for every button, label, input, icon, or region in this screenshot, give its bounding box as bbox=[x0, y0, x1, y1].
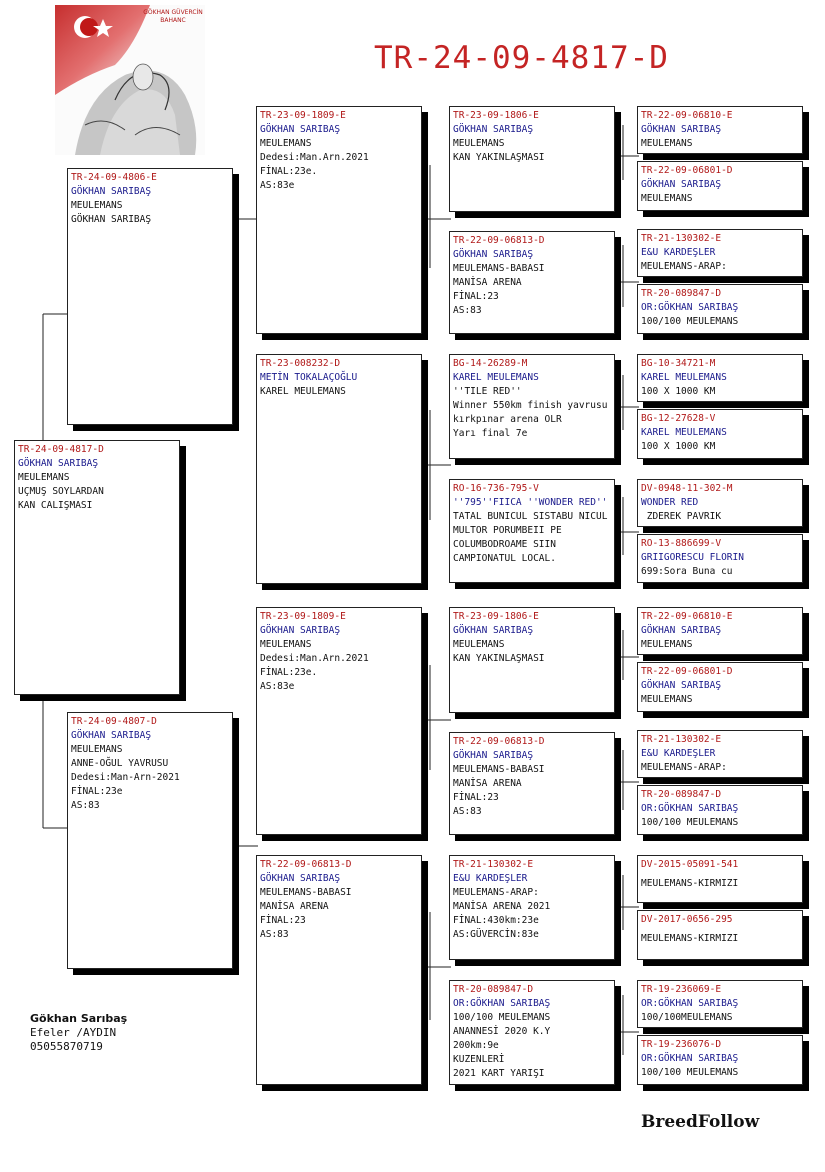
ring-number: DV-2017-0656-295 bbox=[641, 914, 733, 925]
ring-number: TR-24-09-4807-D bbox=[71, 716, 157, 727]
info-line: AS:83 bbox=[260, 929, 289, 940]
owner-name: OR:GÖKHAN SARIBAŞ bbox=[641, 1053, 739, 1064]
info-line: Yarı final 7e bbox=[453, 428, 528, 439]
info-line: MEULEMANS bbox=[71, 744, 123, 755]
pigeon-card-gen5[interactable] bbox=[637, 855, 803, 903]
info-line: MEULEMANS-BABASI bbox=[453, 764, 545, 775]
info-line: 100 X 1000 KM bbox=[641, 441, 716, 452]
info-line: AS:83 bbox=[453, 305, 482, 316]
ring-number: TR-22-09-06801-D bbox=[641, 666, 733, 677]
info-line: MEULEMANS bbox=[641, 694, 693, 705]
owner-name: GÖKHAN SARIBAŞ bbox=[18, 458, 99, 469]
info-line: 100/100 MEULEMANS bbox=[641, 316, 739, 327]
pigeon-card-gen5[interactable] bbox=[637, 479, 803, 527]
pigeon-card-gen5[interactable] bbox=[637, 1035, 803, 1085]
owner-name: GÖKHAN SARIBAŞ bbox=[71, 186, 152, 197]
owner-name: E&U KARDEŞLER bbox=[641, 247, 716, 258]
owner-name: GÖKHAN SARIBAŞ bbox=[71, 730, 152, 741]
ring-number: TR-23-09-1806-E bbox=[453, 110, 539, 121]
pigeon-card-gen5[interactable] bbox=[637, 607, 803, 655]
contact-city: Efeler /AYDIN bbox=[30, 1026, 117, 1039]
owner-name: OR:GÖKHAN SARIBAŞ bbox=[641, 803, 739, 814]
pigeon-card-gen5[interactable] bbox=[637, 354, 803, 402]
pigeon-card-gen5[interactable] bbox=[637, 229, 803, 277]
info-line: MEULEMANS-ARAP: bbox=[453, 887, 539, 898]
info-line: Dedesi:Man-Arn-2021 bbox=[71, 772, 180, 783]
ring-number: TR-22-09-06810-E bbox=[641, 611, 733, 622]
owner-name: GÖKHAN SARIBAŞ bbox=[453, 249, 534, 260]
ring-number: DV-2015-05091-541 bbox=[641, 859, 739, 870]
ring-number: DV-0948-11-302-M bbox=[641, 483, 733, 494]
pigeon-card-gen3[interactable] bbox=[256, 106, 422, 334]
info-line: MEULEMANS-BABASI bbox=[453, 263, 545, 274]
info-line: MEULEMANS-ARAP: bbox=[641, 261, 727, 272]
pigeon-card-gen5[interactable] bbox=[637, 980, 803, 1028]
info-line: MEULEMANS-KIRMIZI bbox=[641, 878, 739, 889]
owner-name: OR:GÖKHAN SARIBAŞ bbox=[641, 302, 739, 313]
pigeon-card-gen5[interactable] bbox=[637, 106, 803, 154]
owner-name: GÖKHAN SARIBAŞ bbox=[260, 124, 341, 135]
info-line: ''TILE RED'' bbox=[453, 386, 522, 397]
pigeon-card-gen4[interactable] bbox=[449, 855, 615, 960]
ring-number: TR-22-09-06810-E bbox=[641, 110, 733, 121]
contact-phone: 05055870719 bbox=[30, 1040, 103, 1053]
info-line: AS:83e bbox=[260, 180, 295, 191]
pigeon-card-gen4[interactable] bbox=[449, 732, 615, 835]
owner-name: OR:GÖKHAN SARIBAŞ bbox=[641, 998, 739, 1009]
pigeon-card-gen5[interactable] bbox=[637, 534, 803, 583]
pigeon-card-gen4[interactable] bbox=[449, 354, 615, 459]
info-line: MANİSA ARENA 2021 bbox=[453, 901, 551, 912]
owner-name: GRIIGORESCU FLORIN bbox=[641, 552, 744, 563]
pigeon-card-gen4[interactable] bbox=[449, 106, 615, 212]
pigeon-card-gen5[interactable] bbox=[637, 284, 803, 334]
contact-name: Gökhan Sarıbaş bbox=[30, 1012, 128, 1025]
info-line: Dedesi:Man.Arn.2021 bbox=[260, 152, 369, 163]
ring-number: TR-20-089847-D bbox=[641, 288, 722, 299]
info-line: FİNAL:23e. bbox=[260, 166, 318, 177]
info-line: 100/100MEULEMANS bbox=[641, 1012, 733, 1023]
pigeon-card-dam[interactable] bbox=[67, 712, 233, 969]
info-line: 699:Sora Buna cu bbox=[641, 566, 733, 577]
info-line: KAN YAKINLAŞMASI bbox=[453, 653, 545, 664]
owner-name: GÖKHAN SARIBAŞ bbox=[641, 179, 722, 190]
pigeon-card-gen4[interactable] bbox=[449, 231, 615, 334]
pigeon-card-sire[interactable] bbox=[67, 168, 233, 425]
info-line: KAN CALIŞMASI bbox=[18, 500, 93, 511]
ring-number: BG-12-27628-V bbox=[641, 413, 716, 424]
pigeon-card-gen4[interactable] bbox=[449, 479, 615, 583]
owner-name: GÖKHAN SARIBAŞ bbox=[453, 750, 534, 761]
owner-name: GÖKHAN SARIBAŞ bbox=[260, 873, 341, 884]
owner-name: WONDER RED bbox=[641, 497, 699, 508]
owner-name: KAREL MEULEMANS bbox=[453, 372, 539, 383]
info-line: KAN YAKINLAŞMASI bbox=[453, 152, 545, 163]
ring-number: RO-16-736-795-V bbox=[453, 483, 539, 494]
info-line: MANİSA ARENA bbox=[453, 277, 522, 288]
owner-name: E&U KARDEŞLER bbox=[641, 748, 716, 759]
info-line: 100 X 1000 KM bbox=[641, 386, 716, 397]
info-line: MEULEMANS bbox=[18, 472, 70, 483]
pigeon-card-gen3[interactable] bbox=[256, 607, 422, 835]
info-line: MEULEMANS-BABASI bbox=[260, 887, 352, 898]
info-line: TATAL BUNICUL SISTABU NICUL MULTOR PORUMBEII PE COLUMBODROAME SIIN CAMPIONATUL LOCAL. bbox=[453, 511, 614, 564]
pigeon-card-gen5[interactable] bbox=[637, 730, 803, 778]
info-line: Winner 550km finish yavrusu bbox=[453, 400, 608, 411]
owner-name: OR:GÖKHAN SARIBAŞ bbox=[453, 998, 551, 1009]
info-line: AS:83 bbox=[453, 806, 482, 817]
ring-number: TR-22-09-06801-D bbox=[641, 165, 733, 176]
pigeon-card-gen3[interactable] bbox=[256, 855, 422, 1085]
pigeon-card-gen5[interactable] bbox=[637, 662, 803, 712]
info-line: FİNAL:23 bbox=[453, 291, 499, 302]
info-line: MEULEMANS bbox=[260, 639, 312, 650]
pigeon-card-gen4[interactable] bbox=[449, 980, 615, 1085]
info-line: 100/100 MEULEMANS bbox=[641, 1067, 739, 1078]
info-line: ANNE-OĞUL YAVRUSU bbox=[71, 758, 169, 769]
owner-name: KAREL MEULEMANS bbox=[641, 372, 727, 383]
info-line: MEULEMANS-ARAP: bbox=[641, 762, 727, 773]
info-line: KUZENLERİ bbox=[453, 1054, 505, 1065]
ring-number: TR-24-09-4817-D bbox=[18, 444, 104, 455]
pigeon-card-gen5[interactable] bbox=[637, 910, 803, 960]
owner-name: KAREL MEULEMANS bbox=[641, 427, 727, 438]
ring-number: TR-21-130302-E bbox=[453, 859, 534, 870]
info-line: ANANNESİ 2020 K.Y bbox=[453, 1026, 551, 1037]
contact-block bbox=[30, 1012, 127, 1054]
info-line: MANİSA ARENA bbox=[453, 778, 522, 789]
owner-name: GÖKHAN SARIBAŞ bbox=[641, 625, 722, 636]
owner-name: GÖKHAN SARIBAŞ bbox=[260, 625, 341, 636]
info-line: 200km:9e bbox=[453, 1040, 499, 1051]
info-line: MEULEMANS bbox=[641, 138, 693, 149]
info-line: FİNAL:23e bbox=[71, 786, 123, 797]
pigeon-card-gen5[interactable] bbox=[637, 409, 803, 459]
ring-number: TR-19-236069-E bbox=[641, 984, 722, 995]
owner-name: METİN TOKALAÇOĞLU bbox=[260, 372, 358, 383]
info-line: AS:83e bbox=[260, 681, 295, 692]
info-line: KAREL MEULEMANS bbox=[260, 386, 346, 397]
info-line: FİNAL:23 bbox=[453, 792, 499, 803]
owner-name: GÖKHAN SARIBAŞ bbox=[641, 680, 722, 691]
pedigree-title: TR-24-09-4817-D bbox=[374, 40, 669, 76]
info-line: GÖKHAN SARIBAŞ bbox=[71, 214, 152, 225]
info-line: MEULEMANS bbox=[260, 138, 312, 149]
ring-number: TR-23-09-1806-E bbox=[453, 611, 539, 622]
info-line: AS:83 bbox=[71, 800, 100, 811]
owner-name: GÖKHAN SARIBAŞ bbox=[453, 124, 534, 135]
info-line: MEULEMANS bbox=[453, 639, 505, 650]
ring-number: TR-19-236076-D bbox=[641, 1039, 722, 1050]
info-line: 100/100 MEULEMANS bbox=[641, 817, 739, 828]
info-line: MEULEMANS bbox=[71, 200, 123, 211]
info-line: ZDEREK PAVRIK bbox=[641, 511, 722, 522]
svg-text:GÖKHAN GÜVERCİN: GÖKHAN GÜVERCİN bbox=[143, 9, 203, 16]
info-line: FİNAL:430km:23e bbox=[453, 915, 539, 926]
ring-number: TR-22-09-06813-D bbox=[260, 859, 352, 870]
ring-number: TR-22-09-06813-D bbox=[453, 235, 545, 246]
info-line: kırkpınar arena OLR bbox=[453, 414, 562, 425]
ring-number: TR-20-089847-D bbox=[453, 984, 534, 995]
ring-number: TR-23-09-1809-E bbox=[260, 611, 346, 622]
owner-name: GÖKHAN SARIBAŞ bbox=[641, 124, 722, 135]
owner-name: GÖKHAN SARIBAŞ bbox=[453, 625, 534, 636]
info-line: MANİSA ARENA bbox=[260, 901, 329, 912]
info-line: MEULEMANS bbox=[453, 138, 505, 149]
ring-number: TR-24-09-4806-E bbox=[71, 172, 157, 183]
owner-name: E&U KARDEŞLER bbox=[453, 873, 528, 884]
info-line: FİNAL:23e. bbox=[260, 667, 318, 678]
info-line: MEULEMANS bbox=[641, 639, 693, 650]
ring-number: TR-22-09-06813-D bbox=[453, 736, 545, 747]
ring-number: TR-21-130302-E bbox=[641, 734, 722, 745]
info-line: 2021 KART YARIŞI bbox=[453, 1068, 545, 1079]
ring-number: TR-20-089847-D bbox=[641, 789, 722, 800]
pigeon-card-gen3[interactable] bbox=[256, 354, 422, 584]
ring-number: BG-10-34721-M bbox=[641, 358, 716, 369]
pigeon-card-gen5[interactable] bbox=[637, 785, 803, 835]
ring-number: TR-23-09-1809-E bbox=[260, 110, 346, 121]
info-line: 100/100 MEULEMANS bbox=[453, 1012, 551, 1023]
ring-number: TR-21-130302-E bbox=[641, 233, 722, 244]
info-line: Dedesi:Man.Arn.2021 bbox=[260, 653, 369, 664]
pigeon-card-gen4[interactable] bbox=[449, 607, 615, 713]
svg-text:BAHANC: BAHANC bbox=[160, 17, 186, 24]
info-line: MEULEMANS bbox=[641, 193, 693, 204]
pigeon-card-gen5[interactable] bbox=[637, 161, 803, 211]
info-line: UÇMUŞ SOYLARDAN bbox=[18, 486, 104, 497]
pigeon-card-subject[interactable] bbox=[14, 440, 180, 695]
info-line: FİNAL:23 bbox=[260, 915, 306, 926]
ring-number: TR-23-008232-D bbox=[260, 358, 341, 369]
info-line: MEULEMANS-KIRMIZI bbox=[641, 933, 739, 944]
ring-number: BG-14-26289-M bbox=[453, 358, 528, 369]
brand-label: BreedFollow bbox=[641, 1112, 760, 1132]
info-line: AS:GÜVERCİN:83e bbox=[453, 929, 539, 940]
ring-number: RO-13-886699-V bbox=[641, 538, 722, 549]
owner-name: ''795''FIICA ''WONDER RED'' bbox=[453, 497, 608, 508]
